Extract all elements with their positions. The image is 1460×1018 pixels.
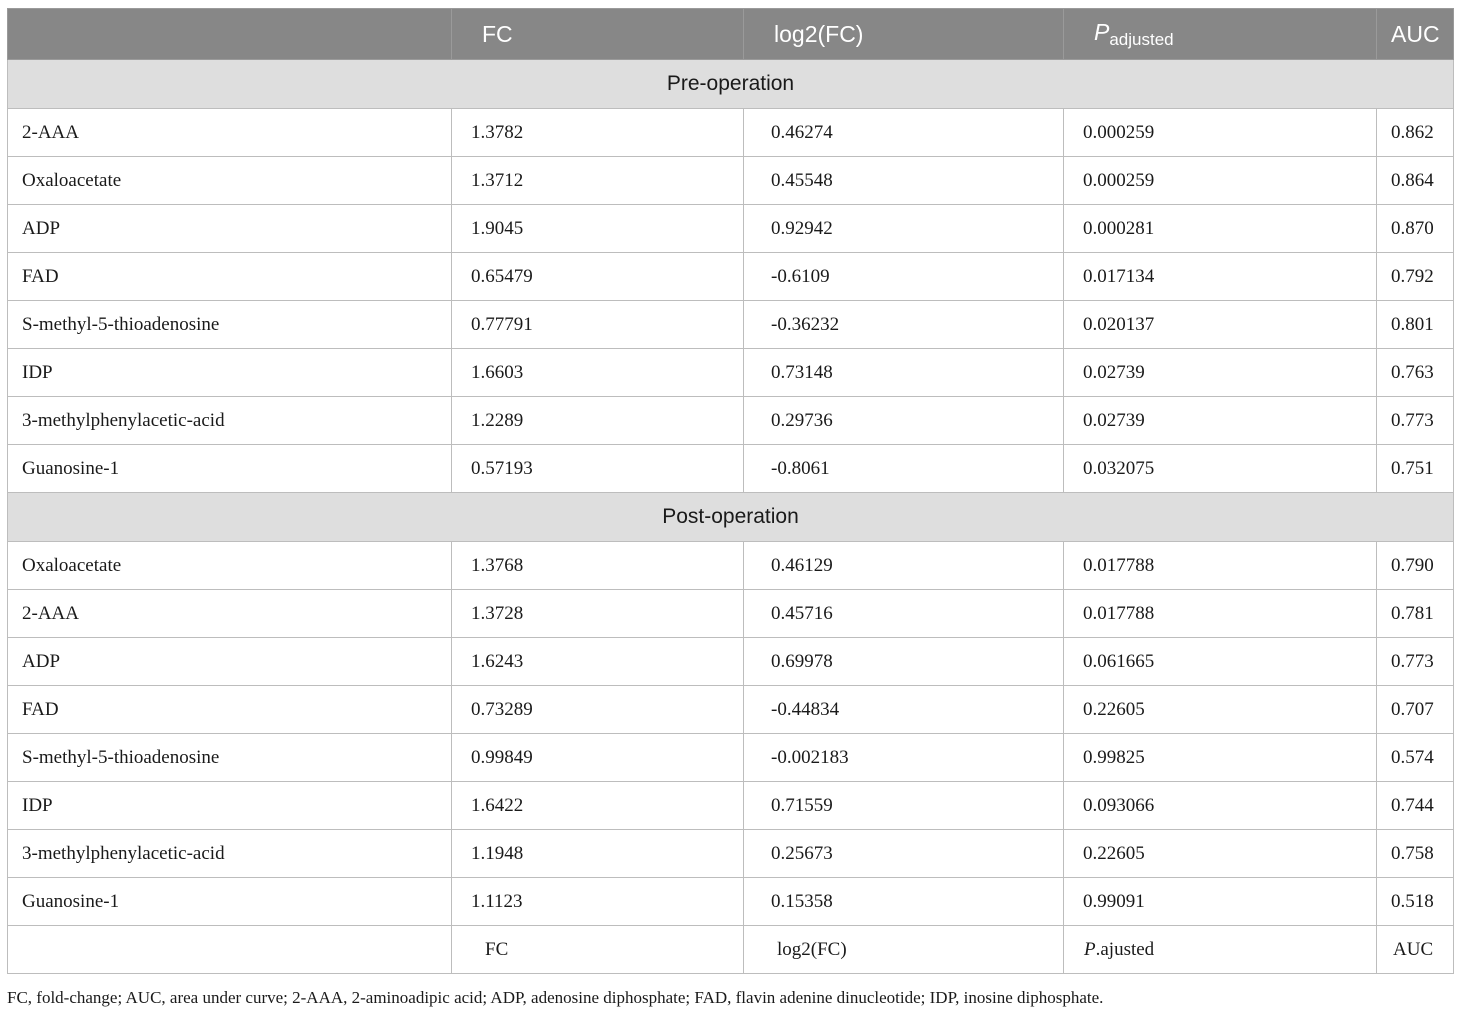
metabolite-name: Guanosine-1 (8, 445, 452, 493)
padjusted-value: 0.017134 (1064, 253, 1377, 301)
header-log2fc: log2(FC) (744, 9, 1064, 60)
table-row (8, 445, 1454, 493)
results-table (7, 8, 1454, 974)
table-row (8, 686, 1454, 734)
metabolite-name: FAD (8, 253, 452, 301)
fc-value: 1.3782 (452, 109, 744, 157)
auc-value: 0.773 (1377, 638, 1454, 686)
table-row (8, 734, 1454, 782)
log2fc-value: 0.45548 (744, 157, 1064, 205)
fc-value: 0.77791 (452, 301, 744, 349)
log2fc-value: 0.25673 (744, 830, 1064, 878)
table-row (8, 590, 1454, 638)
log2fc-value: 0.71559 (744, 782, 1064, 830)
metabolite-name: Oxaloacetate (8, 542, 452, 590)
metabolite-name: S-methyl-5-thioadenosine (8, 734, 452, 782)
auc-value: 0.518 (1377, 878, 1454, 926)
fc-value: 1.3728 (452, 590, 744, 638)
padjusted-value: 0.000259 (1064, 157, 1377, 205)
log2fc-value: 0.69978 (744, 638, 1064, 686)
header-p-subscript: adjusted (1109, 29, 1174, 49)
footer-fc: FC (452, 926, 744, 974)
footer-log2fc: log2(FC) (744, 926, 1064, 974)
log2fc-value: 0.15358 (744, 878, 1064, 926)
table-row (8, 878, 1454, 926)
table-row (8, 397, 1454, 445)
table-row (8, 301, 1454, 349)
metabolite-name: IDP (8, 349, 452, 397)
results-table-container (7, 8, 1453, 974)
metabolite-name: 2-AAA (8, 109, 452, 157)
metabolite-name: ADP (8, 638, 452, 686)
padjusted-value: 0.017788 (1064, 590, 1377, 638)
auc-value: 0.870 (1377, 205, 1454, 253)
log2fc-value: 0.73148 (744, 349, 1064, 397)
footer-padjusted (1064, 926, 1377, 974)
padjusted-value: 0.032075 (1064, 445, 1377, 493)
auc-value: 0.792 (1377, 253, 1454, 301)
padjusted-value: 0.000259 (1064, 109, 1377, 157)
section-title: Pre-operation (8, 60, 1454, 109)
padjusted-value: 0.020137 (1064, 301, 1377, 349)
section-header-row (8, 60, 1454, 109)
auc-value: 0.744 (1377, 782, 1454, 830)
log2fc-value: 0.46274 (744, 109, 1064, 157)
log2fc-value: 0.29736 (744, 397, 1064, 445)
footer-p-italic: P (1084, 938, 1096, 960)
footer-label-row (8, 926, 1454, 974)
fc-value: 1.9045 (452, 205, 744, 253)
metabolite-name: FAD (8, 686, 452, 734)
auc-value: 0.773 (1377, 397, 1454, 445)
fc-value: 0.57193 (452, 445, 744, 493)
padjusted-value: 0.99091 (1064, 878, 1377, 926)
table-footnote: FC, fold-change; AUC, area under curve; 2-AAA, 2-aminoadipic acid; ADP, adenosine diphosphate; FAD, flavin adenine dinucleotide; IDP, inosine diphosphate. (7, 988, 1104, 1007)
log2fc-value: -0.36232 (744, 301, 1064, 349)
metabolite-name: IDP (8, 782, 452, 830)
metabolite-name: 3-methylphenylacetic-acid (8, 397, 452, 445)
header-auc: AUC (1377, 9, 1454, 60)
table-header (8, 9, 1454, 60)
fc-value: 0.99849 (452, 734, 744, 782)
padjusted-value: 0.22605 (1064, 830, 1377, 878)
table-row (8, 782, 1454, 830)
header-padjusted (1064, 9, 1377, 60)
log2fc-value: 0.45716 (744, 590, 1064, 638)
table-row (8, 638, 1454, 686)
fc-value: 0.65479 (452, 253, 744, 301)
metabolite-name: 3-methylphenylacetic-acid (8, 830, 452, 878)
table-row (8, 157, 1454, 205)
footer-metabolite (8, 926, 452, 974)
auc-value: 0.574 (1377, 734, 1454, 782)
log2fc-value: -0.002183 (744, 734, 1064, 782)
header-metabolite (8, 9, 452, 60)
padjusted-value: 0.000281 (1064, 205, 1377, 253)
table-row (8, 109, 1454, 157)
fc-value: 1.6422 (452, 782, 744, 830)
padjusted-value: 0.093066 (1064, 782, 1377, 830)
auc-value: 0.781 (1377, 590, 1454, 638)
padjusted-value: 0.02739 (1064, 349, 1377, 397)
footer-auc: AUC (1377, 926, 1454, 974)
header-row (8, 9, 1454, 60)
section-title: Post-operation (8, 493, 1454, 542)
padjusted-value: 0.99825 (1064, 734, 1377, 782)
fc-value: 1.1123 (452, 878, 744, 926)
fc-value: 0.73289 (452, 686, 744, 734)
metabolite-name: 2-AAA (8, 590, 452, 638)
header-fc: FC (452, 9, 744, 60)
section-header-row (8, 493, 1454, 542)
auc-value: 0.763 (1377, 349, 1454, 397)
table-row (8, 542, 1454, 590)
table-row (8, 830, 1454, 878)
auc-value: 0.862 (1377, 109, 1454, 157)
metabolite-name: Guanosine-1 (8, 878, 452, 926)
padjusted-value: 0.061665 (1064, 638, 1377, 686)
table-row (8, 205, 1454, 253)
auc-value: 0.751 (1377, 445, 1454, 493)
padjusted-value: 0.02739 (1064, 397, 1377, 445)
fc-value: 1.3712 (452, 157, 744, 205)
log2fc-value: -0.6109 (744, 253, 1064, 301)
metabolite-name: Oxaloacetate (8, 157, 452, 205)
log2fc-value: 0.92942 (744, 205, 1064, 253)
padjusted-value: 0.22605 (1064, 686, 1377, 734)
fc-value: 1.6243 (452, 638, 744, 686)
padjusted-value: 0.017788 (1064, 542, 1377, 590)
log2fc-value: -0.44834 (744, 686, 1064, 734)
header-p-italic: P (1094, 18, 1110, 45)
table-row (8, 349, 1454, 397)
auc-value: 0.790 (1377, 542, 1454, 590)
log2fc-value: -0.8061 (744, 445, 1064, 493)
footer-p-rest: .ajusted (1095, 938, 1155, 960)
auc-value: 0.707 (1377, 686, 1454, 734)
fc-value: 1.3768 (452, 542, 744, 590)
table-row (8, 253, 1454, 301)
auc-value: 0.864 (1377, 157, 1454, 205)
fc-value: 1.2289 (452, 397, 744, 445)
auc-value: 0.758 (1377, 830, 1454, 878)
metabolite-name: ADP (8, 205, 452, 253)
auc-value: 0.801 (1377, 301, 1454, 349)
fc-value: 1.1948 (452, 830, 744, 878)
log2fc-value: 0.46129 (744, 542, 1064, 590)
table-body (8, 60, 1454, 974)
fc-value: 1.6603 (452, 349, 744, 397)
metabolite-name: S-methyl-5-thioadenosine (8, 301, 452, 349)
